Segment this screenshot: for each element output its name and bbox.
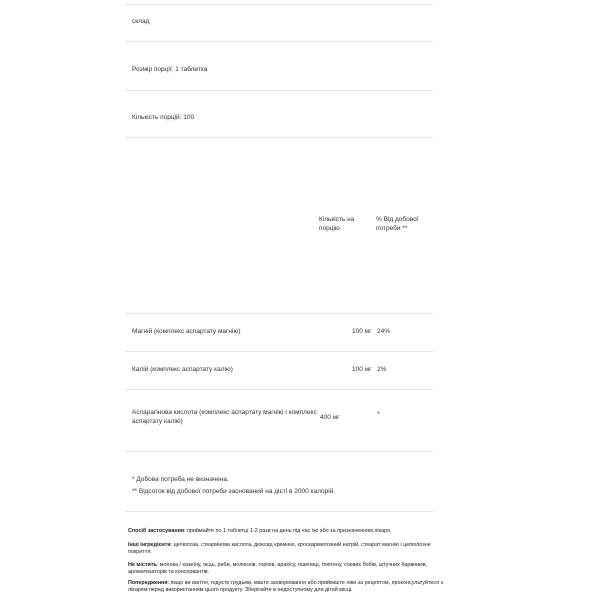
divider [125, 389, 433, 390]
other-ingredients-text: : целюлоза, стеаринова кислота, діоксид кремнію, кроскармелозний натрій, стеарат магнію і целюлозне покриття. [128, 542, 431, 556]
row-amount: 400 мг [320, 414, 340, 421]
divider [125, 4, 433, 5]
other-ingredients [128, 542, 446, 557]
header-daily-value: % Від добової потреби ** [376, 216, 419, 232]
divider [125, 313, 433, 314]
divider [125, 137, 433, 138]
row-amount: 100 мг [352, 366, 372, 373]
row-dv: 24% [377, 328, 391, 335]
warning-text: : якщо ви вагітні, годуєте грудьми, маєте захворювання або приймаєте ліки за рецептом, проконсультуйтеся з лікарем перед використанням цього продукту. Зберігайте в недоступному для дітей місці. [128, 580, 443, 594]
usage-instructions [128, 528, 446, 535]
other-ingredients-label: Інші інгредієнти [128, 542, 171, 548]
footnote-not-established: * Добова потреба не визначена. [132, 476, 229, 483]
divider [125, 90, 433, 91]
free-from [128, 562, 446, 577]
row-name: Магній (комплекс аспартату магнію) [132, 328, 241, 335]
row-dv: 2% [377, 366, 387, 373]
row-amount: 100 мг [352, 328, 372, 335]
footnote-daily-value-basis: ** Відсоток від добової потреби заснований на дієті в 2000 калорій. [132, 488, 336, 495]
free-from-text: : молока / казеїну, яєць, риби, молюсків, горіхів, арахісу, пшениці, глютену, соєвих бобів, штучних барвників, ароматизаторів та консервантів. [128, 562, 428, 576]
divider [125, 451, 433, 452]
warning-label: Попередження [128, 580, 168, 586]
usage-text: : приймайте по 1 таблетці 1-2 рази на день під час їжі або за призначенням лікаря. [183, 528, 392, 534]
servings-count: Кількість порцій: 100 [132, 114, 195, 121]
free-from-label: Не містить [128, 562, 157, 568]
usage-label: Спосіб застосування [128, 528, 184, 534]
warning [128, 580, 446, 595]
row-name: Аспарагінова кислота (комплекс аспартату магнію і комплекс аспартату калію) [132, 409, 317, 425]
header-amount-per-serving: Кількість на порцію [319, 216, 355, 232]
divider [125, 351, 433, 352]
row-name: Калій (комплекс аспартату калію) [132, 366, 233, 373]
divider [125, 511, 433, 512]
divider [125, 41, 433, 42]
row-dv: * [377, 411, 380, 418]
composition-title: склад [132, 18, 150, 25]
serving-size: Розмір порції: 1 таблетка [132, 66, 208, 73]
